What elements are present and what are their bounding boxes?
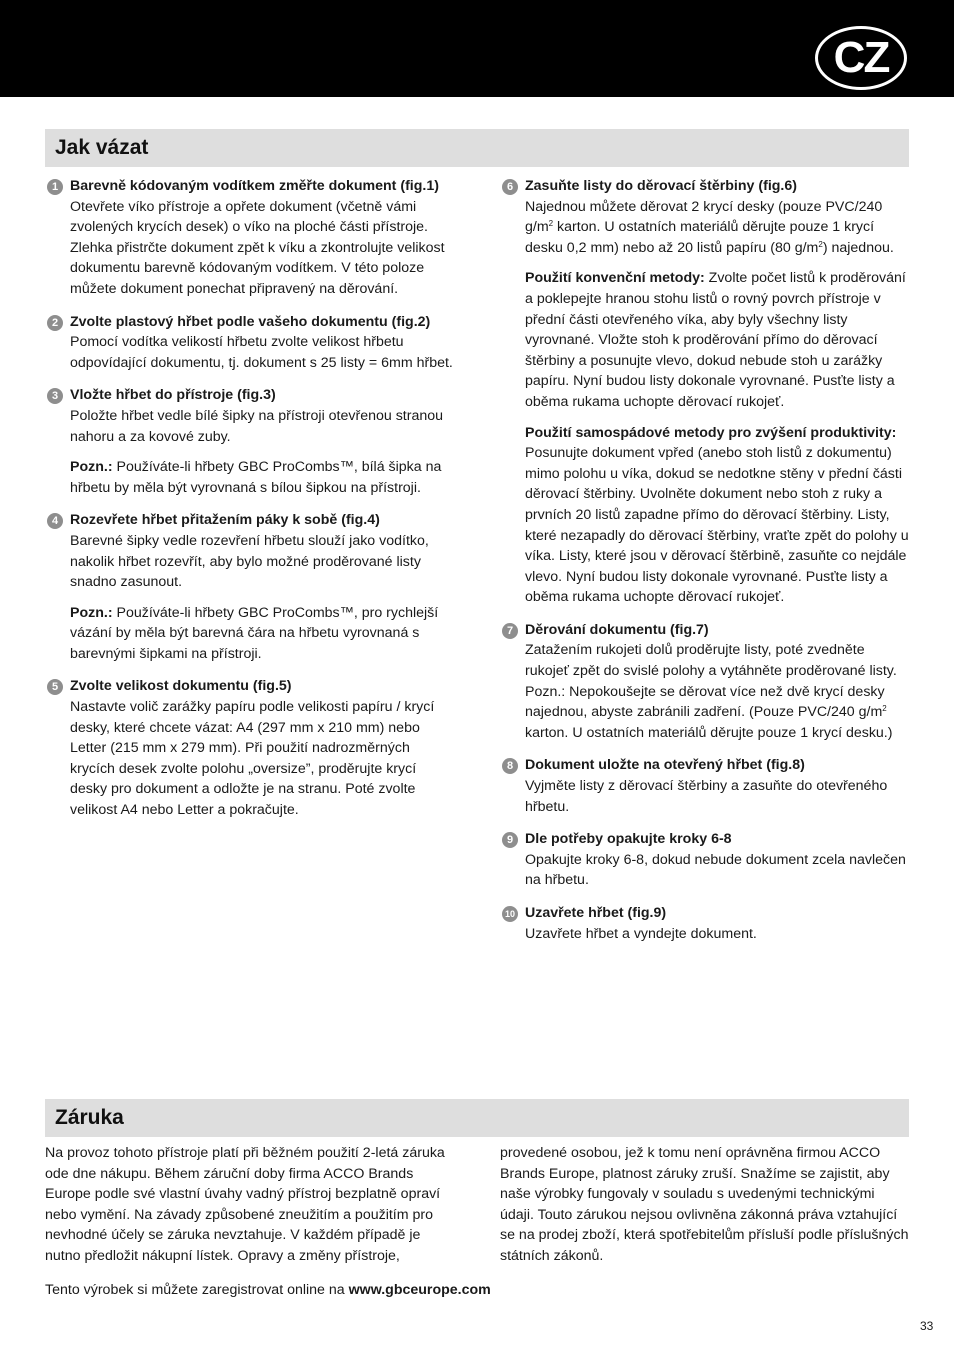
step-text: Nastavte volič zarážky papíru podle velikosti papíru / krycí desky, které chcete vázat: A4 (297 mm x 210 mm) nebo Letter (215 mm x 279 mm). Při použití nadrozměrných krycích desek zvolte polohu „oversize”, proděrujte krycí desky pro dokument a odložte je na stranu. Poté zvolte velikost A4 nebo Letter a pokračujte. — [70, 699, 435, 819]
step-5 — [45, 676, 455, 820]
conventional-method — [525, 268, 910, 412]
step-number-badge: 10 — [502, 906, 518, 922]
step-title: Uzavřete hřbet (fig.9) — [525, 905, 667, 921]
step-10 — [500, 903, 910, 944]
method-label: Použití konvenční metody: — [525, 270, 705, 287]
superscript: 2 — [818, 239, 823, 249]
step-title: Děrování dokumentu (fig.7) — [525, 621, 709, 638]
note-label: Pozn.: — [70, 459, 113, 476]
step-text: Položte hřbet vedle bílé šipky na přístroji otevřenou stranou nahoru a za kovové zuby. — [70, 407, 444, 445]
step-7 — [500, 620, 910, 744]
step-number-badge: 9 — [502, 832, 518, 848]
step-2 — [45, 312, 455, 374]
step-number-badge: 2 — [47, 315, 63, 331]
section-title: Jak vázat — [55, 136, 149, 159]
section-title: Záruka — [55, 1106, 124, 1129]
step-note — [70, 603, 455, 665]
warranty-text-right: provedené osobou, jež k tomu není oprávněna firmou ACCO Brands Europe, platnost záruky zruší. Snažíme se zajistit, aby naše výrobky fungovaly v souladu s uvedenými technickými údaji. Touto zárukou nejsou ovlivněna zákonná práva vztahující se na prodej zboží, která spotřebitelům přísluší podle příslušných státních zákonů. — [500, 1145, 909, 1264]
right-column — [500, 176, 910, 956]
step-3 — [45, 385, 455, 498]
step-number-badge: 3 — [47, 388, 63, 404]
step-text: Vyjměte listy z děrovací štěrbiny a zasuňte do otevřeného hřbetu. — [525, 778, 888, 815]
step-text: Zatažením rukojeti dolů proděrujte listy, poté zvedněte rukojeť zpět do svislé polohy a vytáhněte proděrované listy. Pozn.: Nepokoušejte se děrovat více než dvě krycí desky najednou, abyste zabránili zadření. (Pouze PVC/240 g/m — [525, 642, 897, 721]
step-text: ) najednou. — [822, 239, 894, 256]
step-text: Otevřete víko přístroje a opřete dokument (včetně vámi zvolených krycích desek) o víko na ploché části přístroje. Zlehka přistrčte dokument zpět k víku a zkontrolujte velikost dokumentu barevně kódovaným vodítkem. V této poloze můžete dokument ponechat připravený na děrování. — [70, 198, 445, 297]
step-8 — [500, 755, 910, 817]
step-number-badge: 7 — [502, 623, 518, 639]
website-link[interactable]: www.gbceurope.com — [348, 1282, 491, 1298]
step-4 — [45, 510, 455, 664]
country-badge: CZ — [815, 26, 907, 90]
left-column — [45, 176, 455, 833]
step-text: karton. U ostatních materiálů děrujte pouze 1 krycí desku 0,2 mm) nebo až 20 listů papíru (80 g/m — [525, 219, 875, 256]
step-text: karton. U ostatních materiálů děrujte pouze 1 krycí desku.) — [525, 724, 893, 741]
step-6 — [500, 176, 910, 608]
step-number-badge: 8 — [502, 758, 518, 774]
step-number-badge: 6 — [502, 179, 518, 195]
step-note — [70, 457, 455, 498]
gravity-method — [525, 423, 910, 608]
step-number-badge: 1 — [47, 179, 63, 195]
step-title: Zasuňte listy do děrovací štěrbiny (fig.6) — [525, 178, 797, 194]
step-1 — [45, 176, 455, 300]
step-9 — [500, 829, 910, 891]
note-label: Pozn.: — [70, 604, 113, 621]
step-number-badge: 4 — [47, 513, 63, 529]
note-text: Používáte-li hřbety GBC ProCombs™, bílá šipka na hřbetu by měla být vyrovnaná s bílou šipkou na přístroji. — [70, 459, 442, 496]
superscript: 2 — [882, 704, 887, 714]
step-text: Najednou můžete děrovat 2 krycí desky (pouze PVC/240 g/m — [525, 198, 883, 236]
step-text: Uzavřete hřbet a vyndejte dokument. — [525, 925, 757, 942]
step-text: Opakujte kroky 6-8, dokud nebude dokument zcela navlečen na hřbetu. — [525, 851, 906, 889]
step-text: Barevné šipky vedle rozevření hřbetu slouží jako vodítko, nakolik hřbet rozevřít, aby bylo možné proděrované listy snadno zasunout. — [70, 532, 429, 591]
step-title: Zvolte plastový hřbet podle vašeho dokumentu (fig.2) — [70, 313, 431, 330]
step-number-badge: 5 — [47, 679, 63, 695]
step-title: Dle potřeby opakujte kroky 6-8 — [525, 831, 732, 848]
method-text: Zvolte počet listů k proděrování a poklepejte hranou stohu listů o rovný povrch přístroje v přední části otevřeného víka, aby byly všechny listy vyrovnané. Vložte stoh k proděrování přímo do děrovací štěrbiny a posunujte vlevo, dokud nebude stoh u zarážky papíru. Nyní budou listy dokonale vyrovnané. Pusťte listy a oběma rukama uchopte děrovací rukojeť. — [525, 270, 906, 410]
registration-text: Tento výrobek si můžete zaregistrovat online na — [45, 1282, 349, 1298]
page-number: 33 — [920, 1319, 934, 1333]
registration-note — [45, 1280, 491, 1301]
superscript: 2 — [548, 219, 554, 229]
step-title: Barevně kódovaným vodítkem změřte dokument (fig.1) — [70, 178, 439, 194]
header-bar — [0, 0, 954, 97]
section-header-binding — [45, 129, 909, 167]
note-text: Používáte-li hřbety GBC ProCombs™, pro rychlejší vázání by měla být barevná čára na hřbetu vyrovnaná s barevnými šipkami na přístroji. — [70, 604, 439, 662]
step-text: Pomocí vodítka velikostí hřbetu zvolte velikost hřbetu odpovídající dokumentu, tj. dokument s 25 listy = 6mm hřbet. — [70, 334, 453, 371]
step-title: Dokument uložte na otevřený hřbet (fig.8) — [525, 757, 805, 774]
step-title: Zvolte velikost dokumentu (fig.5) — [70, 678, 292, 695]
method-label: Použití samospádové metody pro zvýšení produktivity: — [525, 424, 897, 441]
method-text: Posunujte dokument vpřed (anebo stoh listů z dokumentu) mimo polohu u víka, dokud se nedotkne stěny v přední části děrovací štěrbiny. Uvolněte dokument nebo stoh z ruky a prvních 20 listů zapadne přímo do děrovací štěrbiny. Listy, které nezapadly do děrovací štěrbiny, vraťte zpět do polohy u víka. Listy, které jsou v děrovací štěrbině, zasuňte co nejdále vlevo. Nyní budou listy dokonale vyrovnané. Pusťte listy a oběma rukama uchopte děrovací rukojeť. — [525, 445, 909, 606]
step-title: Rozevřete hřbet přitažením páky k sobě (fig.4) — [70, 512, 380, 529]
warranty-text-left: Na provoz tohoto přístroje platí při běžném použití 2-letá záruka ode dne nákupu. Během záruční doby firma ACCO Brands Europe podle své vlastní úvahy vadný přístroj bezplatně opraví nebo vymění. Na závady způsobené zneužitím a použitím pro nevhodné účely se záruka nevztahuje. V každém případě je nutno předložit nákupní lístek. Opravy a změny přístroje, — [45, 1145, 445, 1264]
section-header-warranty — [45, 1099, 909, 1137]
step-title: Vložte hřbet do přístroje (fig.3) — [70, 387, 276, 404]
